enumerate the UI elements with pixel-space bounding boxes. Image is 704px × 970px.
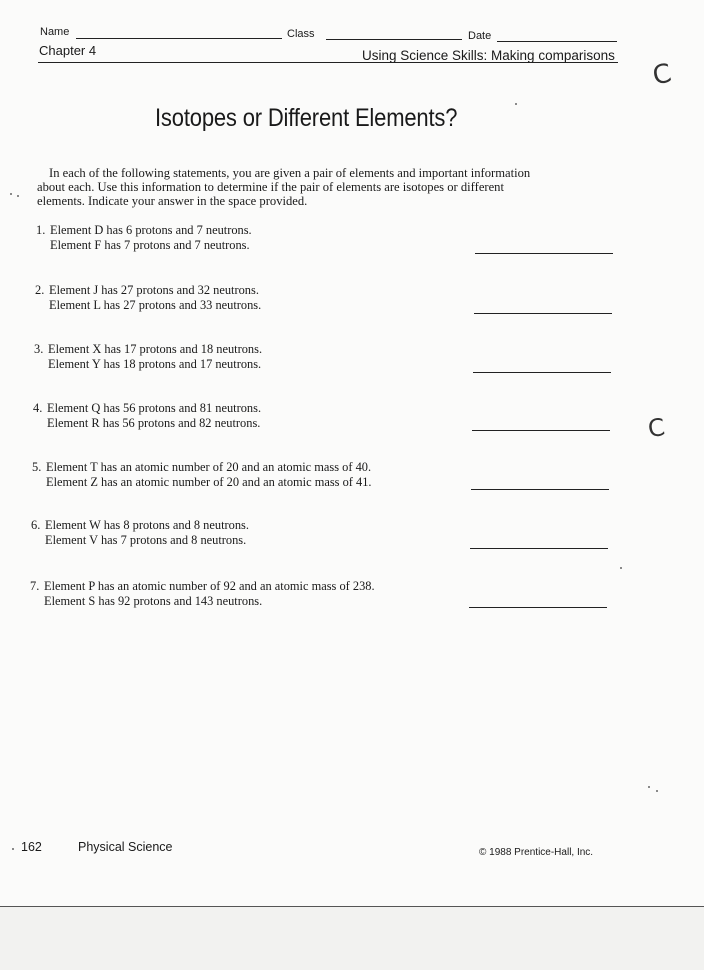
question-3	[34, 342, 262, 372]
question-line-1: Element D has 6 protons and 7 neutrons.	[50, 223, 252, 237]
question-6	[31, 518, 249, 548]
copyright: © 1988 Prentice-Hall, Inc.	[479, 847, 594, 858]
answer-blank-2[interactable]	[474, 313, 612, 314]
answer-blank-1[interactable]	[475, 253, 613, 254]
question-1	[36, 223, 252, 253]
class-label: Class	[287, 28, 315, 40]
scan-speck	[648, 786, 650, 788]
handwritten-c-mark: C	[646, 412, 667, 444]
question-number: 4.	[33, 401, 43, 415]
answer-blank-3[interactable]	[473, 372, 611, 373]
scan-margin	[0, 907, 704, 970]
question-line-2: Element R has 56 protons and 82 neutrons.	[47, 416, 261, 430]
question-line-2: Element L has 27 protons and 33 neutrons.	[49, 298, 262, 312]
question-line-1: Element X has 17 protons and 18 neutrons.	[48, 342, 263, 356]
date-label: Date	[468, 30, 492, 42]
class-blank[interactable]	[326, 39, 462, 40]
page-number: 162	[21, 840, 42, 854]
scan-speck	[620, 567, 622, 569]
question-7	[30, 579, 375, 609]
answer-blank-5[interactable]	[471, 489, 609, 490]
question-line-2: Element Y has 18 protons and 17 neutrons.	[48, 357, 262, 371]
answer-blank-6[interactable]	[470, 548, 608, 549]
answer-blank-7[interactable]	[469, 607, 607, 608]
name-blank[interactable]	[76, 38, 282, 39]
section-title: Using Science Skills: Making comparisons	[362, 48, 615, 63]
question-line-2: Element S has 92 protons and 143 neutrons.	[44, 594, 263, 608]
scan-speck	[12, 848, 14, 850]
question-line-2: Element F has 7 protons and 7 neutrons.	[50, 238, 250, 252]
question-line-1: Element T has an atomic number of 20 and an atomic mass of 40.	[46, 460, 372, 474]
intro-line-3: elements. Indicate your answer in the space provided.	[37, 194, 308, 208]
answer-blank-4[interactable]	[472, 430, 610, 431]
date-blank[interactable]	[497, 41, 617, 42]
intro-line-1: In each of the following statements, you are given a pair of elements and important information	[49, 166, 531, 180]
handwritten-c-mark: C	[650, 58, 675, 92]
question-number: 5.	[32, 460, 42, 474]
question-line-2: Element Z has an atomic number of 20 and an atomic mass of 41.	[46, 475, 372, 489]
question-number: 3.	[34, 342, 44, 356]
question-number: 1.	[36, 223, 46, 237]
header-rule	[38, 62, 618, 63]
scan-speck	[17, 195, 19, 197]
question-5	[32, 460, 372, 490]
intro-line-2: about each. Use this information to determine if the pair of elements are isotopes or different	[37, 180, 504, 194]
question-2	[35, 283, 261, 313]
question-4	[33, 401, 261, 431]
scan-speck	[515, 103, 517, 105]
question-line-1: Element P has an atomic number of 92 and an atomic mass of 238.	[44, 579, 375, 593]
question-number: 2.	[35, 283, 45, 297]
chapter-label: Chapter 4	[39, 43, 97, 58]
question-line-1: Element J has 27 protons and 32 neutrons.	[49, 283, 259, 297]
scan-speck	[656, 790, 658, 792]
footer-subject: Physical Science	[78, 840, 173, 854]
question-line-1: Element W has 8 protons and 8 neutrons.	[45, 518, 249, 532]
question-line-1: Element Q has 56 protons and 81 neutrons.	[47, 401, 262, 415]
page-title: Isotopes or Different Elements?	[155, 104, 458, 132]
scan-speck	[10, 193, 12, 195]
name-label: Name	[40, 26, 70, 38]
question-line-2: Element V has 7 protons and 8 neutrons.	[45, 533, 247, 547]
question-number: 7.	[30, 579, 40, 593]
question-number: 6.	[31, 518, 41, 532]
